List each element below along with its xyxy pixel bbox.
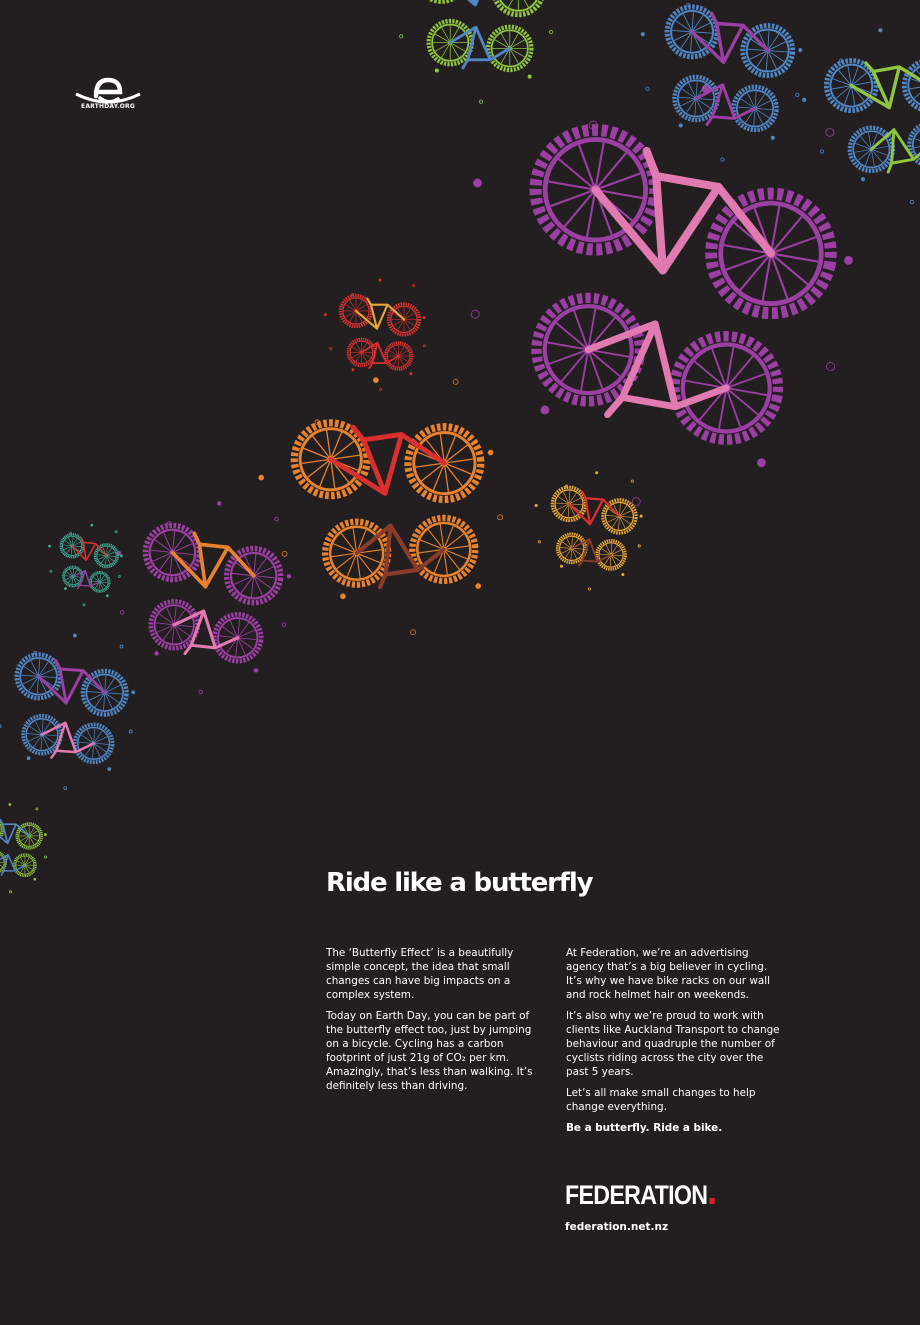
paragraph: At Federation, we’re an advertising agency that’s a big believer in cycling. It’s why we have bike racks on our wall and rock helmet hair on weekends. xyxy=(566,947,770,1001)
brand-dot xyxy=(709,1198,714,1204)
bike-wheel xyxy=(493,0,543,15)
bike-butterfly-icon xyxy=(0,629,139,794)
bike-frame xyxy=(584,143,785,288)
bike-butterfly-icon xyxy=(633,0,807,166)
bike-wheel xyxy=(0,852,6,874)
bike-butterfly-icon xyxy=(529,468,645,594)
bike-frame xyxy=(71,537,108,563)
bike-frame xyxy=(356,299,404,329)
federation-logo xyxy=(565,1180,714,1211)
bike-frame xyxy=(578,313,735,434)
body-column-left xyxy=(326,946,541,1100)
bike-frame xyxy=(442,0,519,5)
bike-frame xyxy=(169,531,257,591)
logo-text: EARTHDAY.ORG xyxy=(81,103,135,110)
bike-butterfly-icon xyxy=(0,803,47,892)
paragraph: Today on Earth Day, you can be part of the butterfly effect too, just by jumping on a bicycle. Cycling has a carbon footprint of just 21g of CO₂ per km. Amazingly, that’s less than walking. It’s definitely less than driving. xyxy=(326,1010,533,1092)
bike-butterfly-icon xyxy=(324,279,425,390)
body-column-right xyxy=(566,946,781,1142)
paragraph: The ‘Butterfly Effect’ is a beautifully simple concept, the idea that small changes can have big impacts on a complex system. xyxy=(326,947,514,1001)
paragraph: It’s also why we’re proud to work with clients like Auckland Transport to change behaviour and quadruple the number of cyclists riding across the city over the past 5 years. xyxy=(566,1010,780,1078)
brand-name: FEDERATION xyxy=(565,1180,708,1210)
bike-wheel xyxy=(417,0,467,1)
tagline: Be a butterfly. Ride a bike. xyxy=(566,1122,723,1134)
bike-butterfly-icon xyxy=(423,48,879,535)
bike-butterfly-icon xyxy=(247,363,517,653)
bike-butterfly-icon xyxy=(391,0,553,103)
website-url[interactable]: federation.net.nz xyxy=(565,1221,669,1233)
bike-wheel xyxy=(906,120,920,170)
headline: Ride like a butterfly xyxy=(326,868,593,898)
bike-wheel xyxy=(900,57,920,115)
bike-butterfly-icon xyxy=(793,16,920,219)
bike-butterfly-icon xyxy=(43,520,126,609)
bike-butterfly-icon xyxy=(104,492,298,702)
paragraph: Let’s all make small changes to help change everything. xyxy=(566,1087,756,1113)
